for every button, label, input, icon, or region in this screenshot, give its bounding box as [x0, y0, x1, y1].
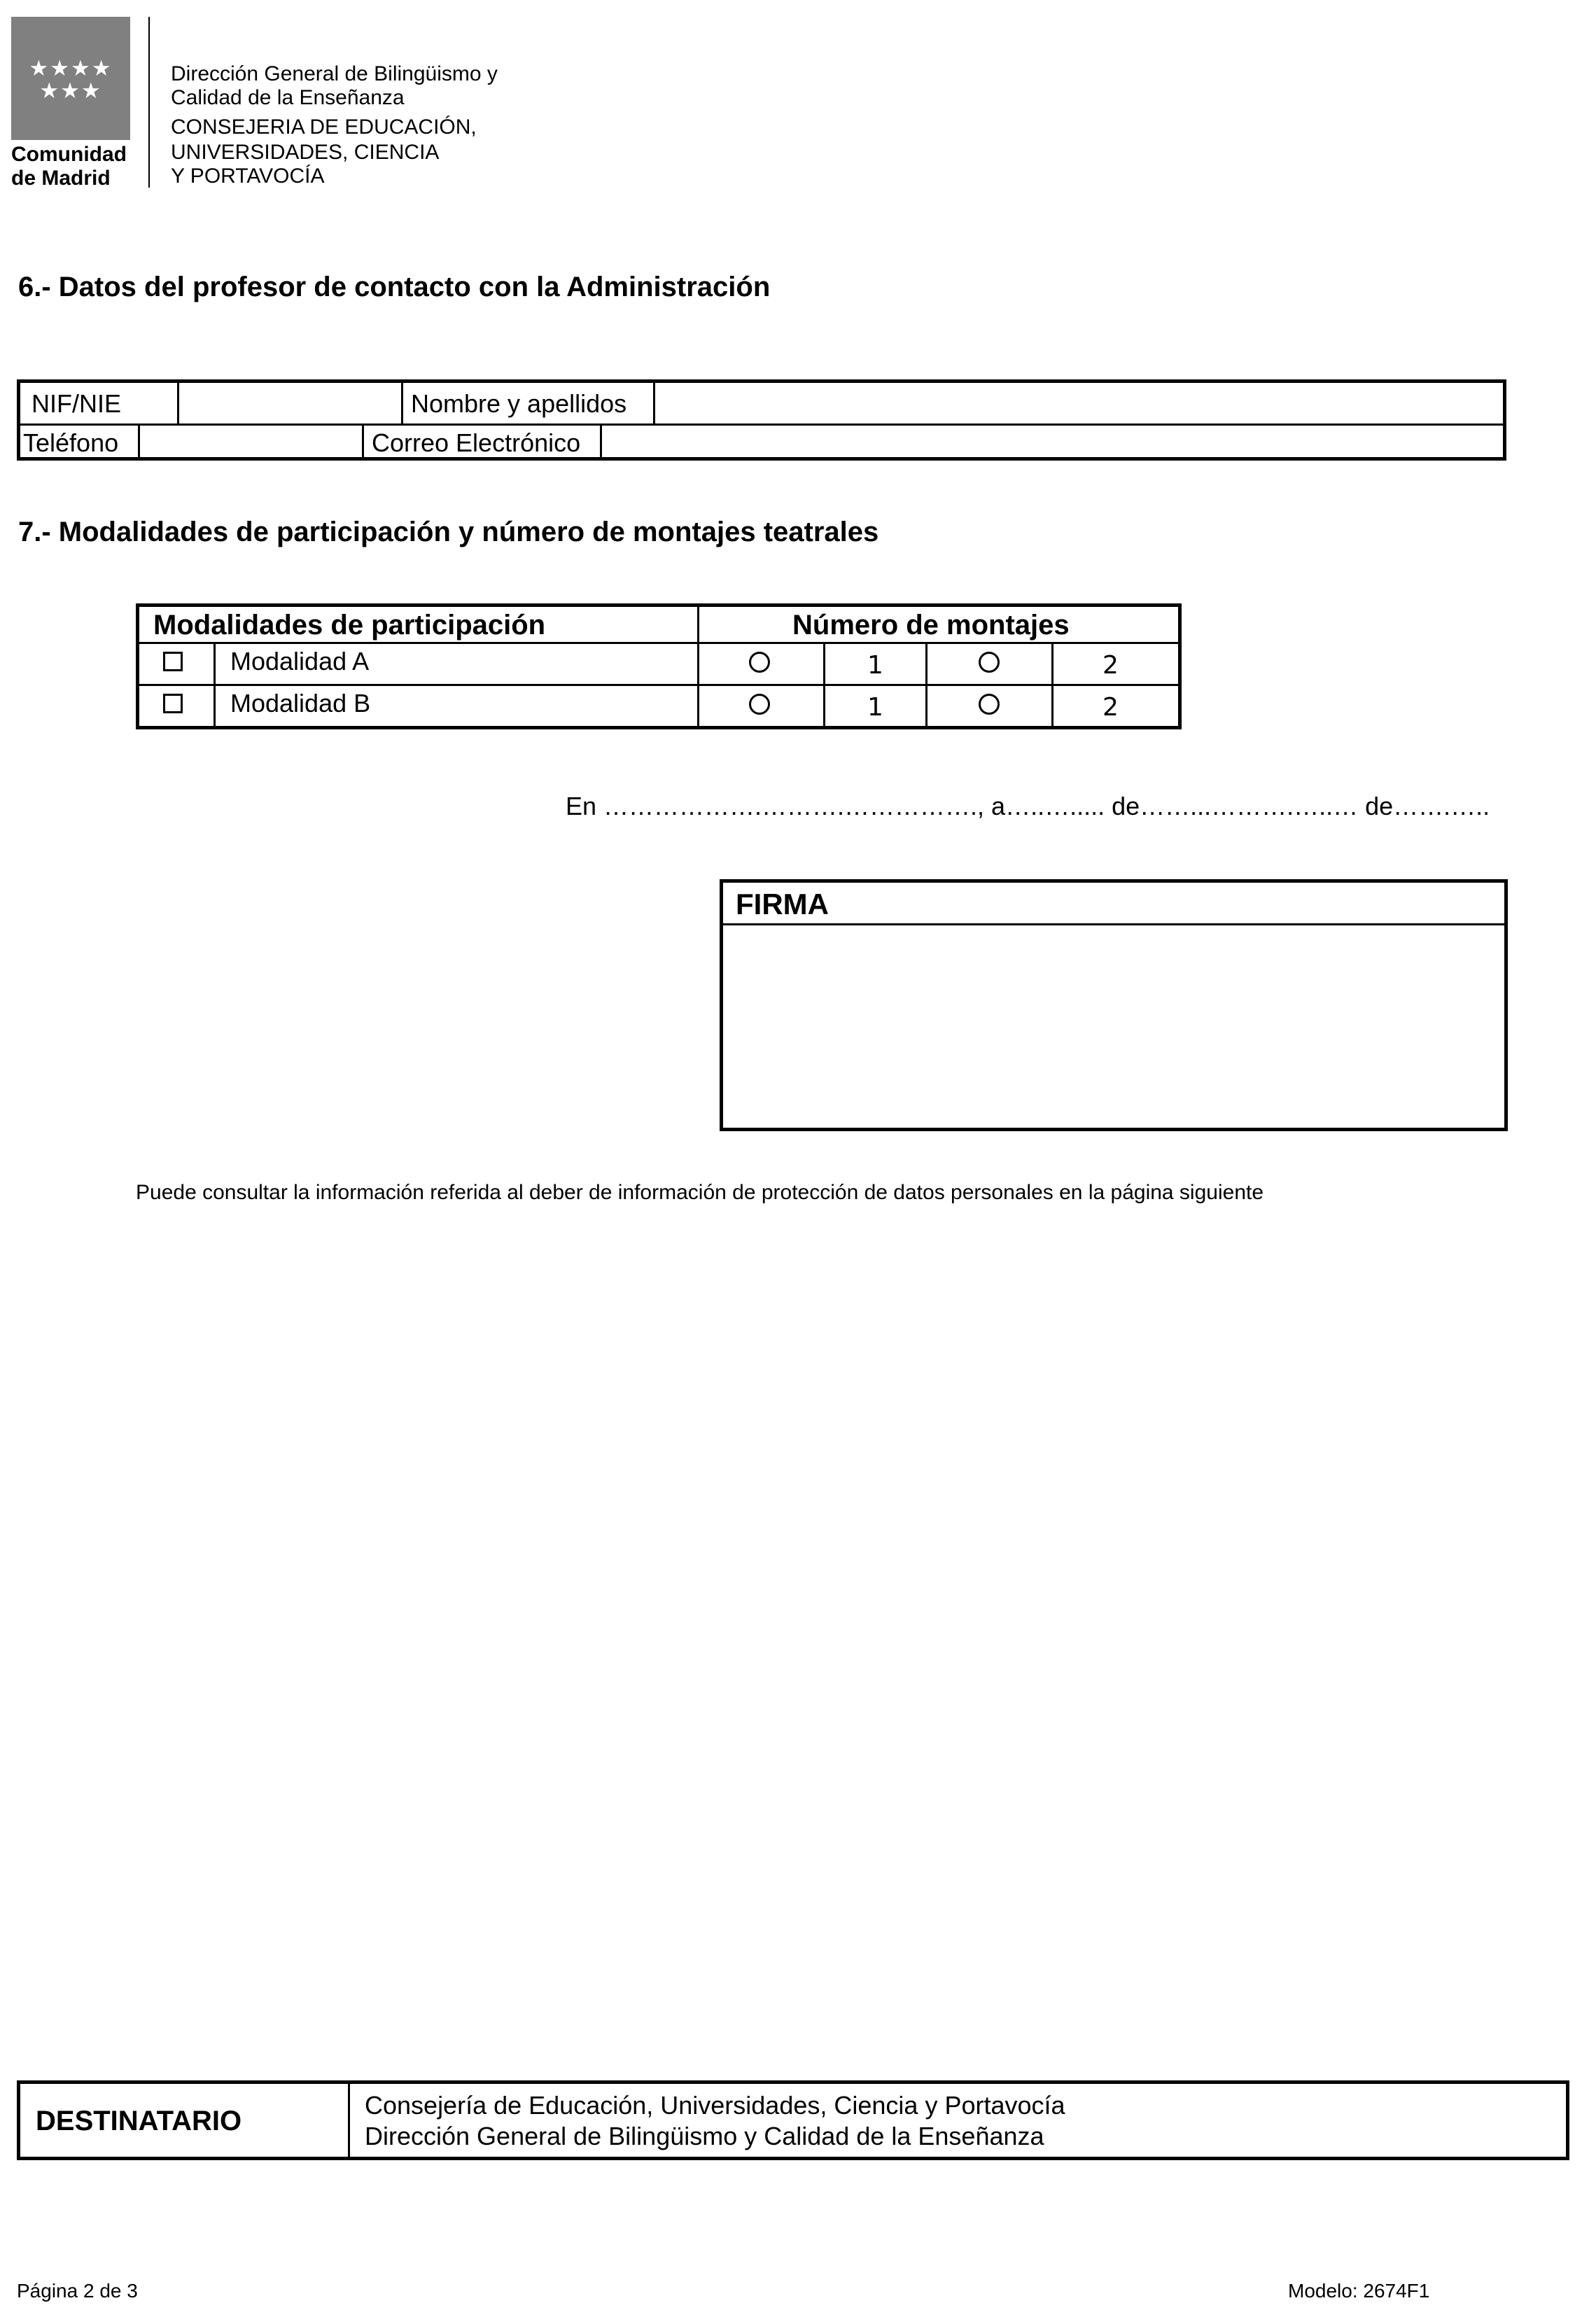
- modalidad-a-option-2-radio[interactable]: [979, 652, 1000, 673]
- modalidad-b-option-1-radio[interactable]: [749, 694, 770, 715]
- header-line-3: CONSEJERIA DE EDUCACIÓN,: [171, 115, 477, 139]
- place-date-line[interactable]: En ……………….……….……………., a…..…..... de……...……….…..… de…….…..: [566, 792, 1490, 820]
- header-line-4: UNIVERSIDADES, CIENCIA: [171, 141, 440, 164]
- logo-stars-row2: ★★★: [39, 78, 102, 104]
- header-line-2: Calidad de la Enseñanza: [171, 86, 405, 109]
- header-divider: [148, 17, 150, 188]
- logo-stars-row1: ★★★★: [29, 56, 113, 81]
- cell-divider: [138, 424, 140, 457]
- name-label: Nombre y apellidos: [411, 389, 627, 418]
- phone-field[interactable]: [148, 429, 354, 457]
- signature-box[interactable]: [720, 879, 1508, 1131]
- modalidad-b-option-2-radio[interactable]: [979, 694, 1000, 715]
- section7-title: 7.- Modalidades de participación y número de montajes teatrales: [18, 517, 879, 547]
- modalidad-a-option-1-label: 1: [867, 651, 883, 680]
- comunidad-madrid-logo: [11, 17, 130, 140]
- recipient-divider: [348, 2084, 350, 2157]
- section6-title: 6.- Datos del profesor de contacto con la Administración: [18, 272, 771, 302]
- header-line-5: Y PORTAVOCÍA: [171, 164, 325, 188]
- modalidad-b-checkbox[interactable]: [163, 694, 183, 713]
- modalidad-a-checkbox[interactable]: [163, 652, 183, 671]
- modalidad-a-label: Modalidad A: [230, 647, 370, 676]
- cell-divider: [362, 424, 364, 457]
- modalidad-a-option-1-radio[interactable]: [749, 652, 770, 673]
- page-number: Página 2 de 3: [17, 2280, 138, 2302]
- modalidad-b-option-1-label: 1: [867, 693, 883, 722]
- column-divider: [925, 642, 927, 726]
- privacy-note: Puede consultar la información referida al deber de información de protección de datos personales en la página siguiente: [136, 1181, 1264, 1204]
- signature-label: FIRMA: [736, 888, 829, 920]
- column-divider: [697, 607, 699, 726]
- email-label: Correo Electrónico: [372, 428, 581, 457]
- recipient-line-1: Consejería de Educación, Universidades, Ciencia y Portavocía: [365, 2091, 1065, 2120]
- nif-field[interactable]: [188, 390, 391, 418]
- column-divider: [214, 642, 216, 726]
- header-line-1: Dirección General de Bilingüismo y: [171, 62, 498, 85]
- logo-text-line1: Comunidad: [11, 143, 127, 166]
- column-divider: [1051, 642, 1054, 726]
- logo-text-line2: de Madrid: [11, 167, 111, 190]
- email-field[interactable]: [610, 429, 1499, 457]
- modalidad-b-label: Modalidad B: [230, 689, 371, 718]
- phone-label: Teléfono: [23, 428, 119, 457]
- contact-teacher-table: [17, 379, 1506, 461]
- modalities-table: [136, 603, 1182, 729]
- recipient-line-2: Dirección General de Bilingüismo y Calidad de la Enseñanza: [365, 2122, 1044, 2150]
- cell-divider: [653, 383, 655, 424]
- column-divider: [823, 642, 825, 726]
- modalities-header: Modalidades de participación: [153, 610, 546, 640]
- recipient-label: DESTINATARIO: [36, 2106, 242, 2136]
- signature-divider: [723, 923, 1504, 925]
- modalidad-b-option-2-label: 2: [1102, 693, 1119, 722]
- montajes-header: Número de montajes: [792, 610, 1070, 640]
- nif-label: NIF/NIE: [31, 389, 122, 418]
- row-divider: [139, 642, 1178, 644]
- cell-divider: [177, 383, 179, 424]
- cell-divider: [401, 383, 403, 424]
- model-code: Modelo: 2674F1: [1288, 2280, 1430, 2302]
- cell-divider: [600, 424, 602, 457]
- modalidad-a-option-2-label: 2: [1102, 651, 1119, 680]
- row-divider: [139, 684, 1178, 686]
- name-field[interactable]: [664, 390, 1497, 418]
- row-divider: [20, 424, 1503, 426]
- recipient-box: [17, 2080, 1569, 2160]
